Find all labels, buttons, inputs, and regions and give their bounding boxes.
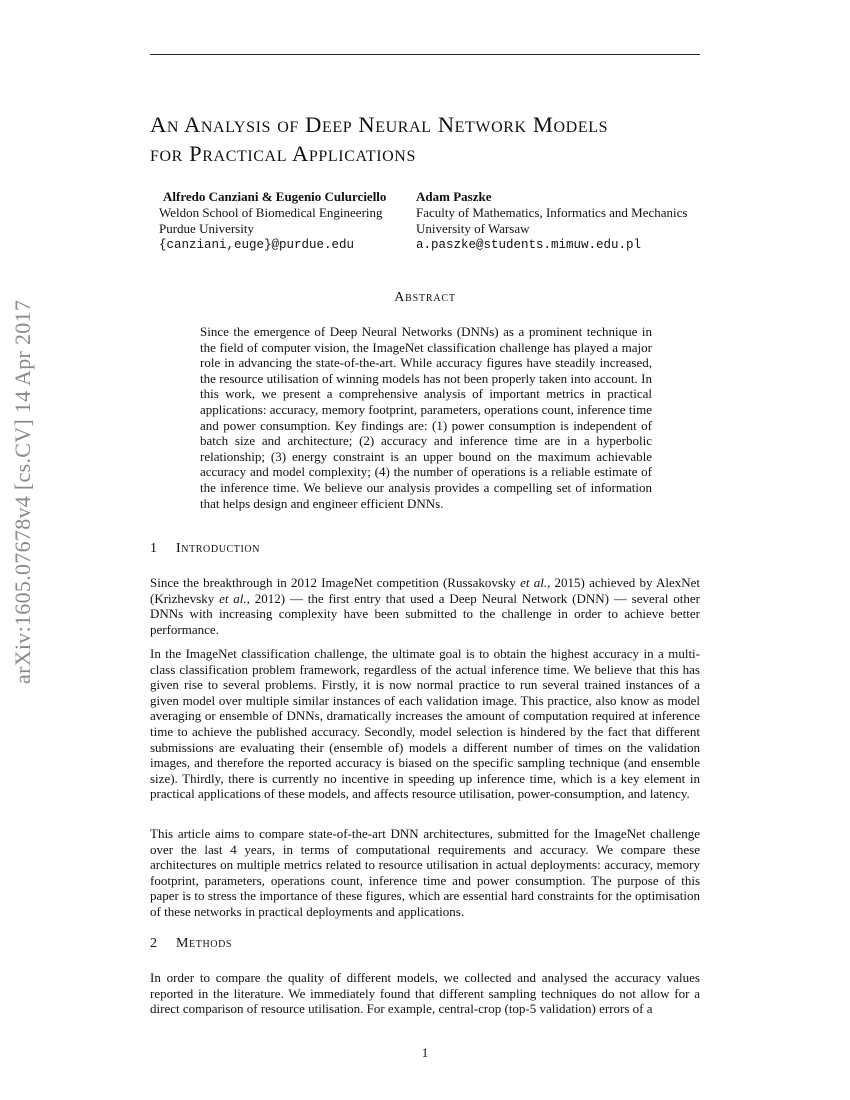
introduction-paragraph-1	[150, 575, 700, 637]
section-title: Methods	[176, 936, 233, 951]
author-affiliation-right-1: Faculty of Mathematics, Informatics and Mechanics	[416, 205, 688, 220]
title-line-2: for Practical Applications	[150, 141, 416, 166]
author-affiliation-left-2: Purdue University	[159, 221, 254, 236]
author-names-left: Alfredo Canziani & Eugenio Culurciello	[163, 189, 387, 204]
et-al-citation: et al.	[520, 575, 548, 590]
author-affiliation-left-1: Weldon School of Biomedical Engineering	[159, 205, 383, 220]
paper-title	[150, 110, 710, 168]
page-number: 1	[421, 1045, 429, 1060]
section-heading-methods	[150, 936, 232, 952]
section-title: Introduction	[176, 541, 261, 556]
author-block-right	[416, 189, 687, 253]
introduction-paragraph-3: This article aims to compare state-of-the-art DNN architectures, submitted for the ImageNet challenge over the last 4 years, in terms of computational requirements and accuracy. We compare these architectures on multiple metrics related to resource utilisation in actual deployments: accuracy, memory footprint, parameters, operations count, inference time and power consumption. The purpose of this paper is to stress the importance of these figures, which are essential hard constraints for the optimisation of these networks in practical deployments and applications.	[150, 826, 700, 919]
section-number: 2	[150, 936, 158, 951]
author-email-left: {canziani,euge}@purdue.edu	[159, 238, 355, 252]
abstract-heading: Abstract	[394, 290, 456, 305]
introduction-paragraph-2: In the ImageNet classification challenge, the ultimate goal is to obtain the highest accuracy in a multi-class classification problem framework, regardless of the actual inference time. We believe that this has given rise to several problems. Firstly, it is now normal practice to run several trained instances of a given model over multiple similar instances of each validation image. This practice, also know as model averaging or ensemble of DNNs, dramatically increases the amount of computation required at inference time to achieve the published accuracy. Secondly, model selection is hindered by the fact that different submissions are evaluating their (ensemble of) models a different number of times on the validation images, and therefore the reported accuracy is biased on the specific sampling technique (and ensemble size). Thirdly, there is currently no incentive in speeding up inference time, which is a key element in practical applications of these models, and affects resource utilisation, power-consumption, and latency.	[150, 646, 700, 802]
author-affiliation-right-2: University of Warsaw	[416, 221, 530, 236]
author-names-right: Adam Paszke	[416, 189, 492, 204]
author-email-right: a.paszke@students.mimuw.edu.pl	[416, 238, 642, 252]
header-rule	[150, 54, 700, 55]
text-run: Since the breakthrough in 2012 ImageNet competition (Russakovsky	[150, 575, 521, 590]
section-number: 1	[150, 541, 158, 556]
text-run: , 2015) achieved by AlexNet (Krizhevsky	[150, 575, 701, 606]
title-line-1: An Analysis of Deep Neural Network Models	[150, 112, 609, 137]
section-heading-introduction	[150, 541, 260, 557]
text-run: , 2012) — the first entry that used a Deep Neural Network (DNN) — several other DNNs with increasing complexity have been submitted to the challenge in order to achieve better performance.	[150, 590, 700, 637]
methods-paragraph-1: In order to compare the quality of different models, we collected and analysed the accuracy values reported in the literature. We immediately found that different sampling techniques do not allow for a direct comparison of resource utilisation. For example, central-crop (top-5 validation) errors of a	[150, 970, 700, 1017]
arxiv-identifier: arXiv:1605.07678v4 [cs.CV] 14 Apr 2017	[10, 299, 35, 685]
abstract-body: Since the emergence of Deep Neural Networks (DNNs) as a prominent technique in the field of computer vision, the ImageNet classification challenge has played a major role in advancing the state-of-the-art. While accuracy figures have steadily increased, the resource utilisation of winning models has not been properly taken into account. In this work, we present a comprehensive analysis of important metrics in practical applications: accuracy, memory footprint, parameters, operations count, inference time and power consumption. Key findings are: (1) power consumption is independent of batch size and architecture; (2) accuracy and inference time are in a hyperbolic relationship; (3) energy constraint is an upper bound on the maximum achievable accuracy and model complexity; (4) the number of operations is a reliable estimate of the inference time. We believe our analysis provides a compelling set of information that helps design and engineer efficient DNNs.	[200, 324, 652, 511]
et-al-citation: et al.	[219, 590, 247, 606]
author-block-left	[159, 189, 386, 253]
